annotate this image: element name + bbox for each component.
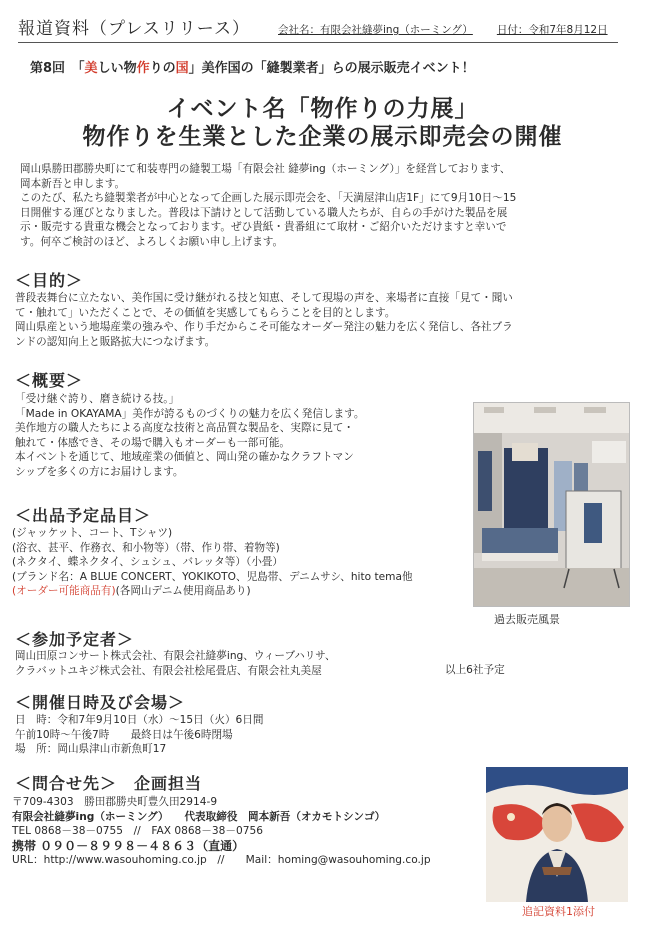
subtitle-red-2: 作 (136, 61, 150, 76)
intro-paragraph (20, 162, 516, 249)
intro-line: 日開催する運びとなりました。普段は下請けとして活動している職人たちが、自らの手がけた製品を展 (20, 206, 508, 219)
order-available-note: (オーダー可能商品有) (12, 585, 116, 597)
intro-line: 示・販売する貴重な機会となっております。ぜひ貴紙・貴番組にて取材・ご紹介いただけますと幸いで (20, 221, 507, 233)
attachment-note: 追記資料1添付 (522, 905, 595, 918)
participants-count: 以上6社予定 (445, 664, 505, 676)
purpose-line: 普段表舞台に立たない、美作国に受け継がれる技と知恵、そして現場の声を、来場者に直接「見て・聞い (15, 292, 513, 304)
participants-heading: ＜参加予定者＞ (15, 630, 135, 649)
header-meta (278, 22, 608, 37)
contact-url-mail: URL：http://www.wasouhoming.co.jp // Mail：homing@wasouhoming.co.jp (12, 854, 431, 866)
subtitle-prefix: 第8回 「 (30, 61, 85, 76)
representative-illustration (486, 767, 628, 902)
overview-line: 「受け継ぐ誇り、磨き続ける技。」 (15, 393, 180, 405)
representative-photo (486, 767, 628, 902)
company-name: 会社名：有限会社縫夢ing（ホーミング） (278, 24, 473, 36)
products-line: (ジャッケット、コート、Tシャツ) (12, 527, 173, 539)
store-display-illustration (474, 403, 629, 606)
contact-heading: ＜問合せ先＞ 企画担当 (15, 774, 203, 793)
purpose-line: ンドの認知向上と販路拡大につなげます。 (15, 335, 216, 348)
overview-line: 本イベントを通じて、地域産業の価値と、岡山発の確かなクラフトマン (15, 451, 354, 463)
intro-line: す。何卒ご検討のほど、よろしくお願い申し上げます。 (20, 235, 284, 248)
purpose-paragraph (15, 291, 513, 349)
overview-line: シップを多くの方にお届けします。 (15, 465, 184, 478)
venue-location: 場 所：岡山県津山市新魚町17 (15, 743, 167, 755)
purpose-heading: ＜目的＞ (15, 271, 84, 290)
past-sales-photo (473, 402, 630, 607)
overview-paragraph (15, 392, 364, 479)
event-title-line1: イベント名「物作りの力展」 (166, 96, 479, 122)
participants-line: クラバットユキジ株式会社、有限会社桧尾畳店、有限会社丸美屋 (15, 664, 322, 677)
intro-line: 岡山県勝田郡勝央町にて和装専門の縫製工場「有限会社 縫夢ing（ホーミング）」を経営しております、 (20, 163, 511, 175)
participants-line: 岡山田原コンサート株式会社、有限会社縫夢ing、ウィーブハリサ、 (15, 650, 336, 662)
event-subtitle (30, 57, 475, 76)
subtitle-red-3: 国 (175, 61, 189, 76)
products-list (12, 526, 413, 599)
venue-datetime: 日 時：令和7年9月10日（水）～15日（火）6日間 (15, 714, 264, 726)
contact-mobile: 携帯 ０９０－８９９８－４８６３（直通） (12, 838, 245, 853)
overview-heading: ＜概要＞ (15, 371, 84, 390)
intro-line: 岡本新吾と申します。 (20, 177, 126, 190)
products-line: (浴衣、甚平、作務衣、和小物等）（帯、作り帯、着物等) (12, 541, 280, 554)
overview-line: 美作地方の職人たちによる高度な技術と高品質な製品を、実際に見て・ (15, 422, 354, 434)
purpose-line: て・触れて」いただくことで、その価値を実感してもらうことを目的とします。 (15, 306, 396, 319)
subtitle-suffix: 」美作国の「縫製業者」らの展示販売イベント！ (188, 61, 475, 76)
products-order-line (12, 584, 413, 599)
venue-details (15, 713, 263, 757)
products-line: (ネクタイ、蝶ネクタイ、シュシュ、バレッタ等）（小畳） (12, 556, 283, 568)
subtitle-part-2: しい物 (97, 61, 137, 76)
header-divider (18, 42, 618, 43)
contact-details (12, 795, 431, 868)
venue-hours: 午前10時～午後7時 最終日は午後6時閉場 (15, 728, 233, 741)
photo-caption: 過去販売風景 (494, 613, 560, 626)
venue-heading: ＜開催日時及び会場＞ (15, 693, 186, 712)
products-line: (ブランド名：A BLUE CONCERT、YOKIKOTO、児島帯、デニムサシ、hito tema他 (12, 570, 413, 583)
event-title-line2: 物作りを生業とした企業の展示即売会の開催 (82, 124, 563, 150)
overview-line: 触れて・体感でき、その場で購入もオーダーも一部可能。 (15, 436, 291, 449)
products-heading: ＜出品予定品目＞ (15, 506, 152, 525)
intro-line: このたび、私たち縫製業者が中心となって企画した展示即売会を、「天満屋津山店1F」にて9月10日～15 (20, 192, 517, 204)
document-type-title: 報道資料（プレスリリース） (18, 19, 250, 39)
subtitle-part-4: りの (149, 61, 176, 76)
contact-tel-fax: TEL 0868－38－0755 // FAX 0868－38－0756 (12, 825, 263, 837)
release-date: 日付：令和7年8月12日 (496, 24, 608, 36)
participants-list (15, 649, 336, 678)
denim-note: (各岡山デニム使用商品あり) (115, 585, 251, 597)
overview-line: 「Made in OKAYAMA」美作が誇るものづくりの魅力を広く発信します。 (15, 407, 365, 420)
subtitle-red-1: 美 (84, 61, 98, 76)
purpose-line: 岡山県産という地場産業の強みや、作り手だからこそ可能なオーダー発注の魅力を広く発信し、各社ブラ (15, 321, 513, 333)
contact-postal: 〒709-4303 勝田郡勝央町豊久田2914-9 (12, 796, 218, 808)
contact-company: 有限会社縫夢ing（ホーミング） 代表取締役 岡本新吾（オカモトシンゴ） (12, 810, 386, 823)
